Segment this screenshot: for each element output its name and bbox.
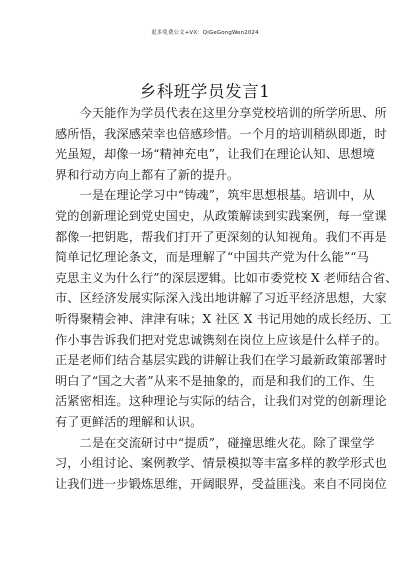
body-line: 让我们进一步锻炼思维，开阔眼界，受益匪浅。来自不同岗位 (55, 476, 387, 491)
document-body (55, 103, 398, 494)
document-title: 乡科班学员发言1 (139, 82, 271, 101)
body-line: 党的创新理论到党史国史，从政策解读到实践案例，每一堂课 (55, 208, 387, 223)
body-line: 今天能作为学员代表在这里分享党校培训的所学所思、所 (55, 106, 387, 120)
body-line: 正是老师们结合基层实践的讲解让我们在学习最新政策部署时 (55, 353, 387, 368)
body-line: 感所悟，我深感荣幸也倍感珍惜。一个月的培训稍纵即逝，时 (55, 126, 387, 141)
body-line: 作小事告诉我们把对党忠诚镌刻在岗位上应该是什么样子的。 (55, 332, 387, 347)
body-line: 听得聚精会神、津津有味；X 社区 X 书记用她的成长经历、工 (55, 311, 392, 326)
body-line: 习，小组讨论、案例教学、情景模拟等丰富多样的教学形式也 (55, 456, 387, 471)
body-line: 都像一把钥匙，帮我们打开了更深刻的认知视角。我们不再是 (55, 229, 387, 244)
body-line: 有了更鲜活的理解和认识。 (55, 414, 203, 429)
body-line: 活紧密相连。这种理论与实际的结合，让我们对党的创新理论 (55, 394, 387, 409)
body-line: 一是在理论学习中“铸魂”，筑牢思想根基。培训中，从 (55, 188, 375, 203)
body-line: 明白了“国之大者”从来不是抽象的，而是和我们的工作、生 (55, 373, 375, 388)
body-line: 克思主义为什么行”的深层逻辑。比如市委党校 X 老师结合省、 (55, 270, 398, 285)
body-line: 界和行动方向上都有了新的提升。 (55, 167, 240, 182)
body-line: 简单记忆理论条文，而是理解了“中国共产党为什么能”“马 (55, 250, 369, 265)
body-line: 市、区经济发展实际深入浅出地讲解了习近平经济思想，大家 (55, 291, 387, 306)
body-line: 光虽短，却像一场“精神充电”，让我们在理论认知、思想境 (55, 147, 375, 162)
body-line: 二是在交流研讨中“提质”，碰撞思维火花。除了课堂学 (55, 435, 375, 450)
header-note: 更多免费公文+VX：QiGeGongWen2024 (151, 30, 259, 36)
